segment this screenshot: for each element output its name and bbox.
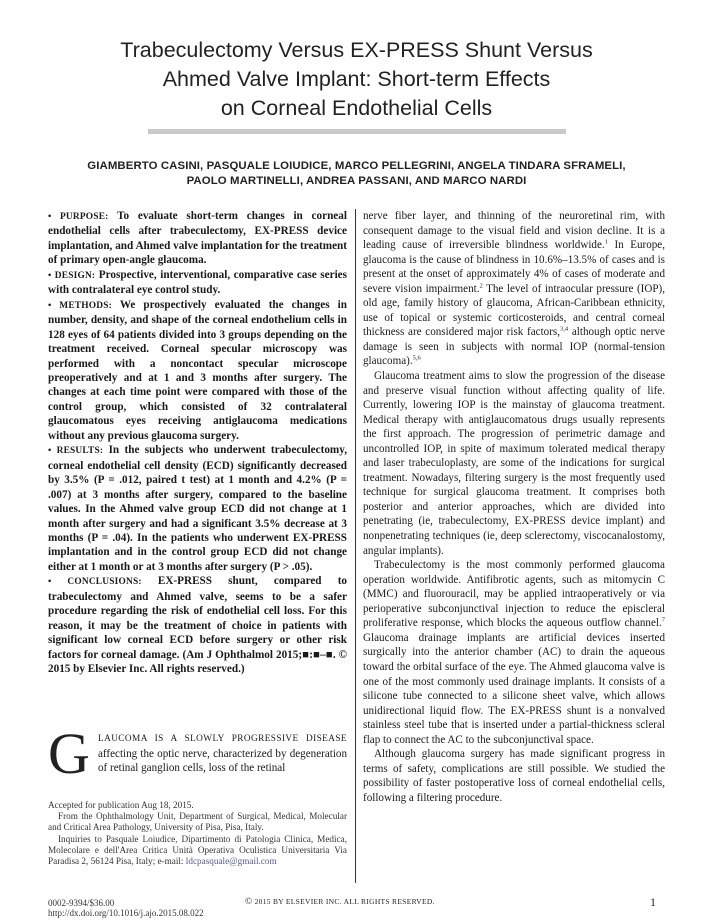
abstract-results: • RESULTS: In the subjects who underwent trabeculectomy, corneal endothelial cell density (ECD) significantly decreased by 3.5% (P = .012, paired t test) at 1 month and 4.2% (P = .007) at 3 months after surgery, compared to the baseline values. In the Ahmed valve group ECD did not change at 1 month after surgery and had a significant 3.5% decrease at 3 months (P = .04). In the patients who underwent EX-PRESS implantation and in the control group ECD did not change either at 1 month or at 3 months after surgery (P > .05).	[48, 444, 347, 573]
methods-label: • METHODS:	[48, 300, 112, 311]
purpose-label: • PURPOSE:	[48, 212, 109, 222]
conclusions-label: • CONCLUSIONS:	[48, 577, 142, 588]
paragraph: Although glaucoma surgery has made significant progress in terms of safety, complications are still possible. We studied the possibility of faster postoperative loss of corneal endothelial cells, following a filtering procedure.	[363, 748, 665, 804]
journal-citation: (Am J Ophthalmol 2015;■:■–■. © 2015 by Elsevier Inc. All rights reserved.)	[48, 648, 347, 676]
author-list	[40, 159, 673, 189]
reference-superscript[interactable]: 2	[479, 282, 483, 290]
intro-text: LAUCOMA IS A SLOWLY PROGRESSIVE DISEASE affecting the optic nerve, characterized by degeneration of retinal ganglion cells, loss of the retinal	[98, 734, 347, 775]
correspondence: Inquiries to Pasquale Loiudice, Dipartimento di Patologia Clinica, Medica, Molecolare e dell'Area Critica Unità Operativa Oculistica Universitaria Via Paradisa 2, 56124 Pisa, Italy; e-mail: ldcpasquale@gmail.com	[48, 833, 347, 867]
email-link[interactable]: ldcpasquale@gmail.com	[185, 856, 277, 867]
abstract-purpose: • PURPOSE: To evaluate short-term changes in corneal endothelial cells after trabeculectomy, EX-PRESS device implantation, and Ahmed valve implantation for the treatment of primary open-angle glaucoma.	[48, 210, 347, 267]
drop-cap: G	[48, 721, 90, 786]
title-line: Ahmed Valve Implant: Short-term Effects	[162, 67, 551, 91]
column-divider	[355, 209, 356, 883]
author-line: PAOLO MARTINELLI, ANDREA PASSANI, AND MARCO NARDI	[186, 175, 527, 187]
reference-superscript[interactable]: 1	[604, 238, 608, 246]
introduction-start	[48, 721, 347, 786]
copyright: © 2015 BY ELSEVIER INC. ALL RIGHTS RESERVED.	[245, 897, 435, 907]
affiliation: From the Ophthalmology Unit, Department of Surgical, Medical, Molecular and Critical Area Pathology, University of Pisa, Pisa, Italy.	[48, 811, 347, 833]
page-number: 1	[650, 895, 656, 909]
reference-superscript[interactable]: 5,6	[412, 354, 421, 362]
article-title	[60, 36, 653, 123]
author-line: GIAMBERTO CASINI, PASQUALE LOIUDICE, MARCO PELLEGRINI, ANGELA TINDARA SFRAMELI,	[87, 160, 626, 172]
abstract	[48, 209, 347, 677]
issn: 0002-9394/$36.00	[48, 898, 115, 908]
design-label: • DESIGN:	[48, 270, 96, 281]
reference-superscript[interactable]: 3,4	[560, 325, 569, 333]
accepted-date: Accepted for publication Aug 18, 2015.	[48, 800, 194, 810]
paragraph: Trabeculectomy is the most commonly performed glaucoma operation worldwide. Antifibrotic agents, such as mitomycin C (MMC) and fluorouracil, may be applied intraoperatively or via perioperative subconjunctival injection to reduce the episcleral proliferative response, which blocks the aqueous outflow channel.$^7$ Glaucoma drainage implants are artificial devices inserted surgically into the anterior chamber (AC) to drain the aqueous toward the orbital surface of the eye. The Ahmed glaucoma valve is one of the most commonly used drainage implants. It consists of a silicone tube connected to a silicone sheet valve, which allows unidirectional liquid flow. The EX-PRESS shunt is a nonvalved stainless steel tube that is inserted under a partial-thickness scleral flap to connect the AC to the subconjunctival space.	[363, 559, 665, 746]
abstract-conclusions: • CONCLUSIONS: EX-PRESS shunt, compared to trabeculectomy and Ahmed valve, seems to be a safer procedure regarding the risk of endothelial cell loss. For this reason, it may be the treatment of choice in patients with significant low corneal ECD before surgery or other risk factors for corneal damage. (Am J Ophthalmol 2015;■:■–■. © 2015 by Elsevier Inc. All rights reserved.)	[48, 575, 348, 676]
body-text	[363, 209, 665, 805]
title-line: on Corneal Endothelial Cells	[220, 96, 493, 120]
paragraph: nerve fiber layer, and thinning of the neuroretinal rim, with consequent damage to the visual field and vision decline. It is a leading cause of irreversible blindness worldwide.$^1$ In Europe, glaucoma is the cause of blindness in 10.6%–13.5% of cases and is present at the onset of approximately 4% of cases of moderate and severe vision impairment.$^2$ The level of intraocular pressure (IOP), old age, family history of glaucoma, African-Caribbean ethnicity, use of topical or systemic corticosteroids, and central corneal thickness are considered major risk factors,$^{3,4}$ although optic nerve damage is seen in subjects with normal IOP (normal-tension glaucoma).$^{5,6}$	[363, 210, 666, 368]
title-line: Trabeculectomy Versus EX-PRESS Shunt Versus	[120, 38, 593, 62]
doi-link[interactable]: http://dx.doi.org/10.1016/j.ajo.2015.08.022	[48, 908, 204, 918]
abstract-methods: • METHODS: We prospectively evaluated the changes in number, density, and shape of the corneal endothelium cells in 128 eyes of 64 patients divided into 3 groups depending on the treatment received. Corneal specular microscopy was performed with a noncontact specular microscope preoperatively and at 1 and 3 months after surgery. The changes at each time point were compared with those of the control group, which consisted of 32 contralateral glaucomatous eyes receiving antiglaucoma medications without any previous glaucoma surgery.	[48, 298, 347, 442]
reference-superscript[interactable]: 7	[661, 616, 665, 624]
paragraph: Glaucoma treatment aims to slow the progression of the disease and preserve visual function without affecting quality of life. Currently, lowering IOP is the mainstay of glaucoma treatment. Medical therapy with antiglaucomatous drugs usually represents the first approach. The progression of perimetric damage and uncontrolled IOP, in spite of maximum tolerated medical therapy and laser trabeculoplasty, are some of the indications for surgical treatment. Nowadays, filtering surgery is the most frequently used technique for surgical glaucoma treatment. It comprises both posterior and anterior approaches, which are divided into penetrating (ie, trabeculectomy, EX-PRESS device implant) and nonpenetrating techniques (ie, deep sclerectomy, viscocanalostomy, angular implants).	[363, 370, 665, 557]
results-label: • RESULTS:	[48, 446, 104, 457]
abstract-design: • DESIGN: Prospective, interventional, comparative case series with contralateral eye control study.	[48, 268, 348, 297]
article-footnote	[48, 800, 347, 867]
title-divider	[148, 129, 566, 134]
